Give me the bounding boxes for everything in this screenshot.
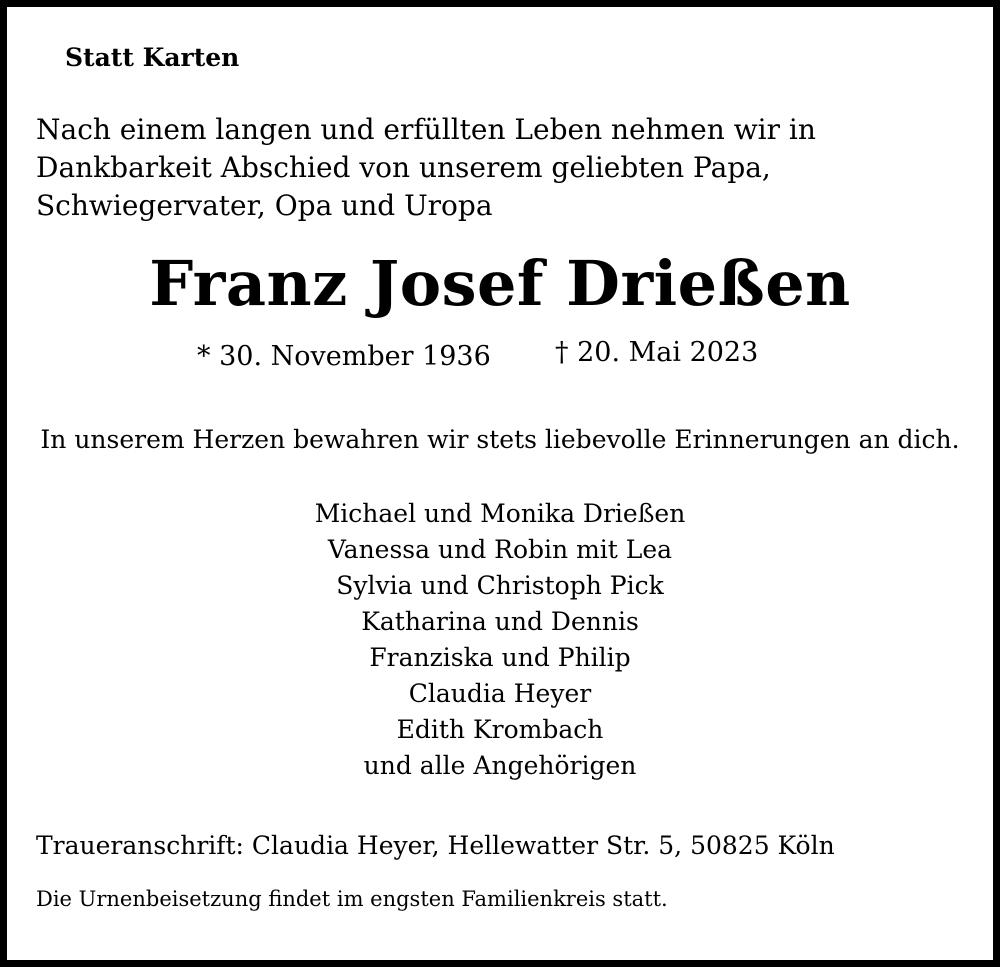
birth-date: * 30. November 1936 [197, 341, 491, 372]
mourner-line: Vanessa und Robin mit Lea [327, 535, 673, 564]
deceased-name: Franz Josef Drießen [149, 247, 851, 320]
mourner-line: Franziska und Philip [369, 643, 631, 672]
mourner-line: Sylvia und Christoph Pick [336, 571, 664, 600]
mourner-line: Claudia Heyer [408, 679, 592, 708]
mourner-line: Katharina und Dennis [361, 607, 639, 636]
mourning-address: Traueranschrift: Claudia Heyer, Hellewatter Str. 5, 50825 Köln [36, 831, 835, 860]
intro-text: Nach einem langen und erfüllten Leben nehmen wir in Dankbarkeit Abschied von unserem geliebten Papa, Schwiegervater, Opa und Uropa [36, 113, 816, 222]
mourners-list [7, 496, 993, 784]
memorial-motto: In unserem Herzen bewahren wir stets liebevolle Erinnerungen an dich. [40, 425, 960, 454]
kicker-text: Statt Karten [65, 43, 240, 72]
death-date: † 20. Mai 2023 [555, 337, 759, 368]
mourner-line: Michael und Monika Drießen [314, 499, 686, 528]
burial-note: Die Urnenbeisetzung findet im engsten Familienkreis statt. [36, 887, 668, 911]
mourner-line: und alle Angehörigen [363, 751, 637, 780]
mourner-line: Edith Krombach [396, 715, 604, 744]
